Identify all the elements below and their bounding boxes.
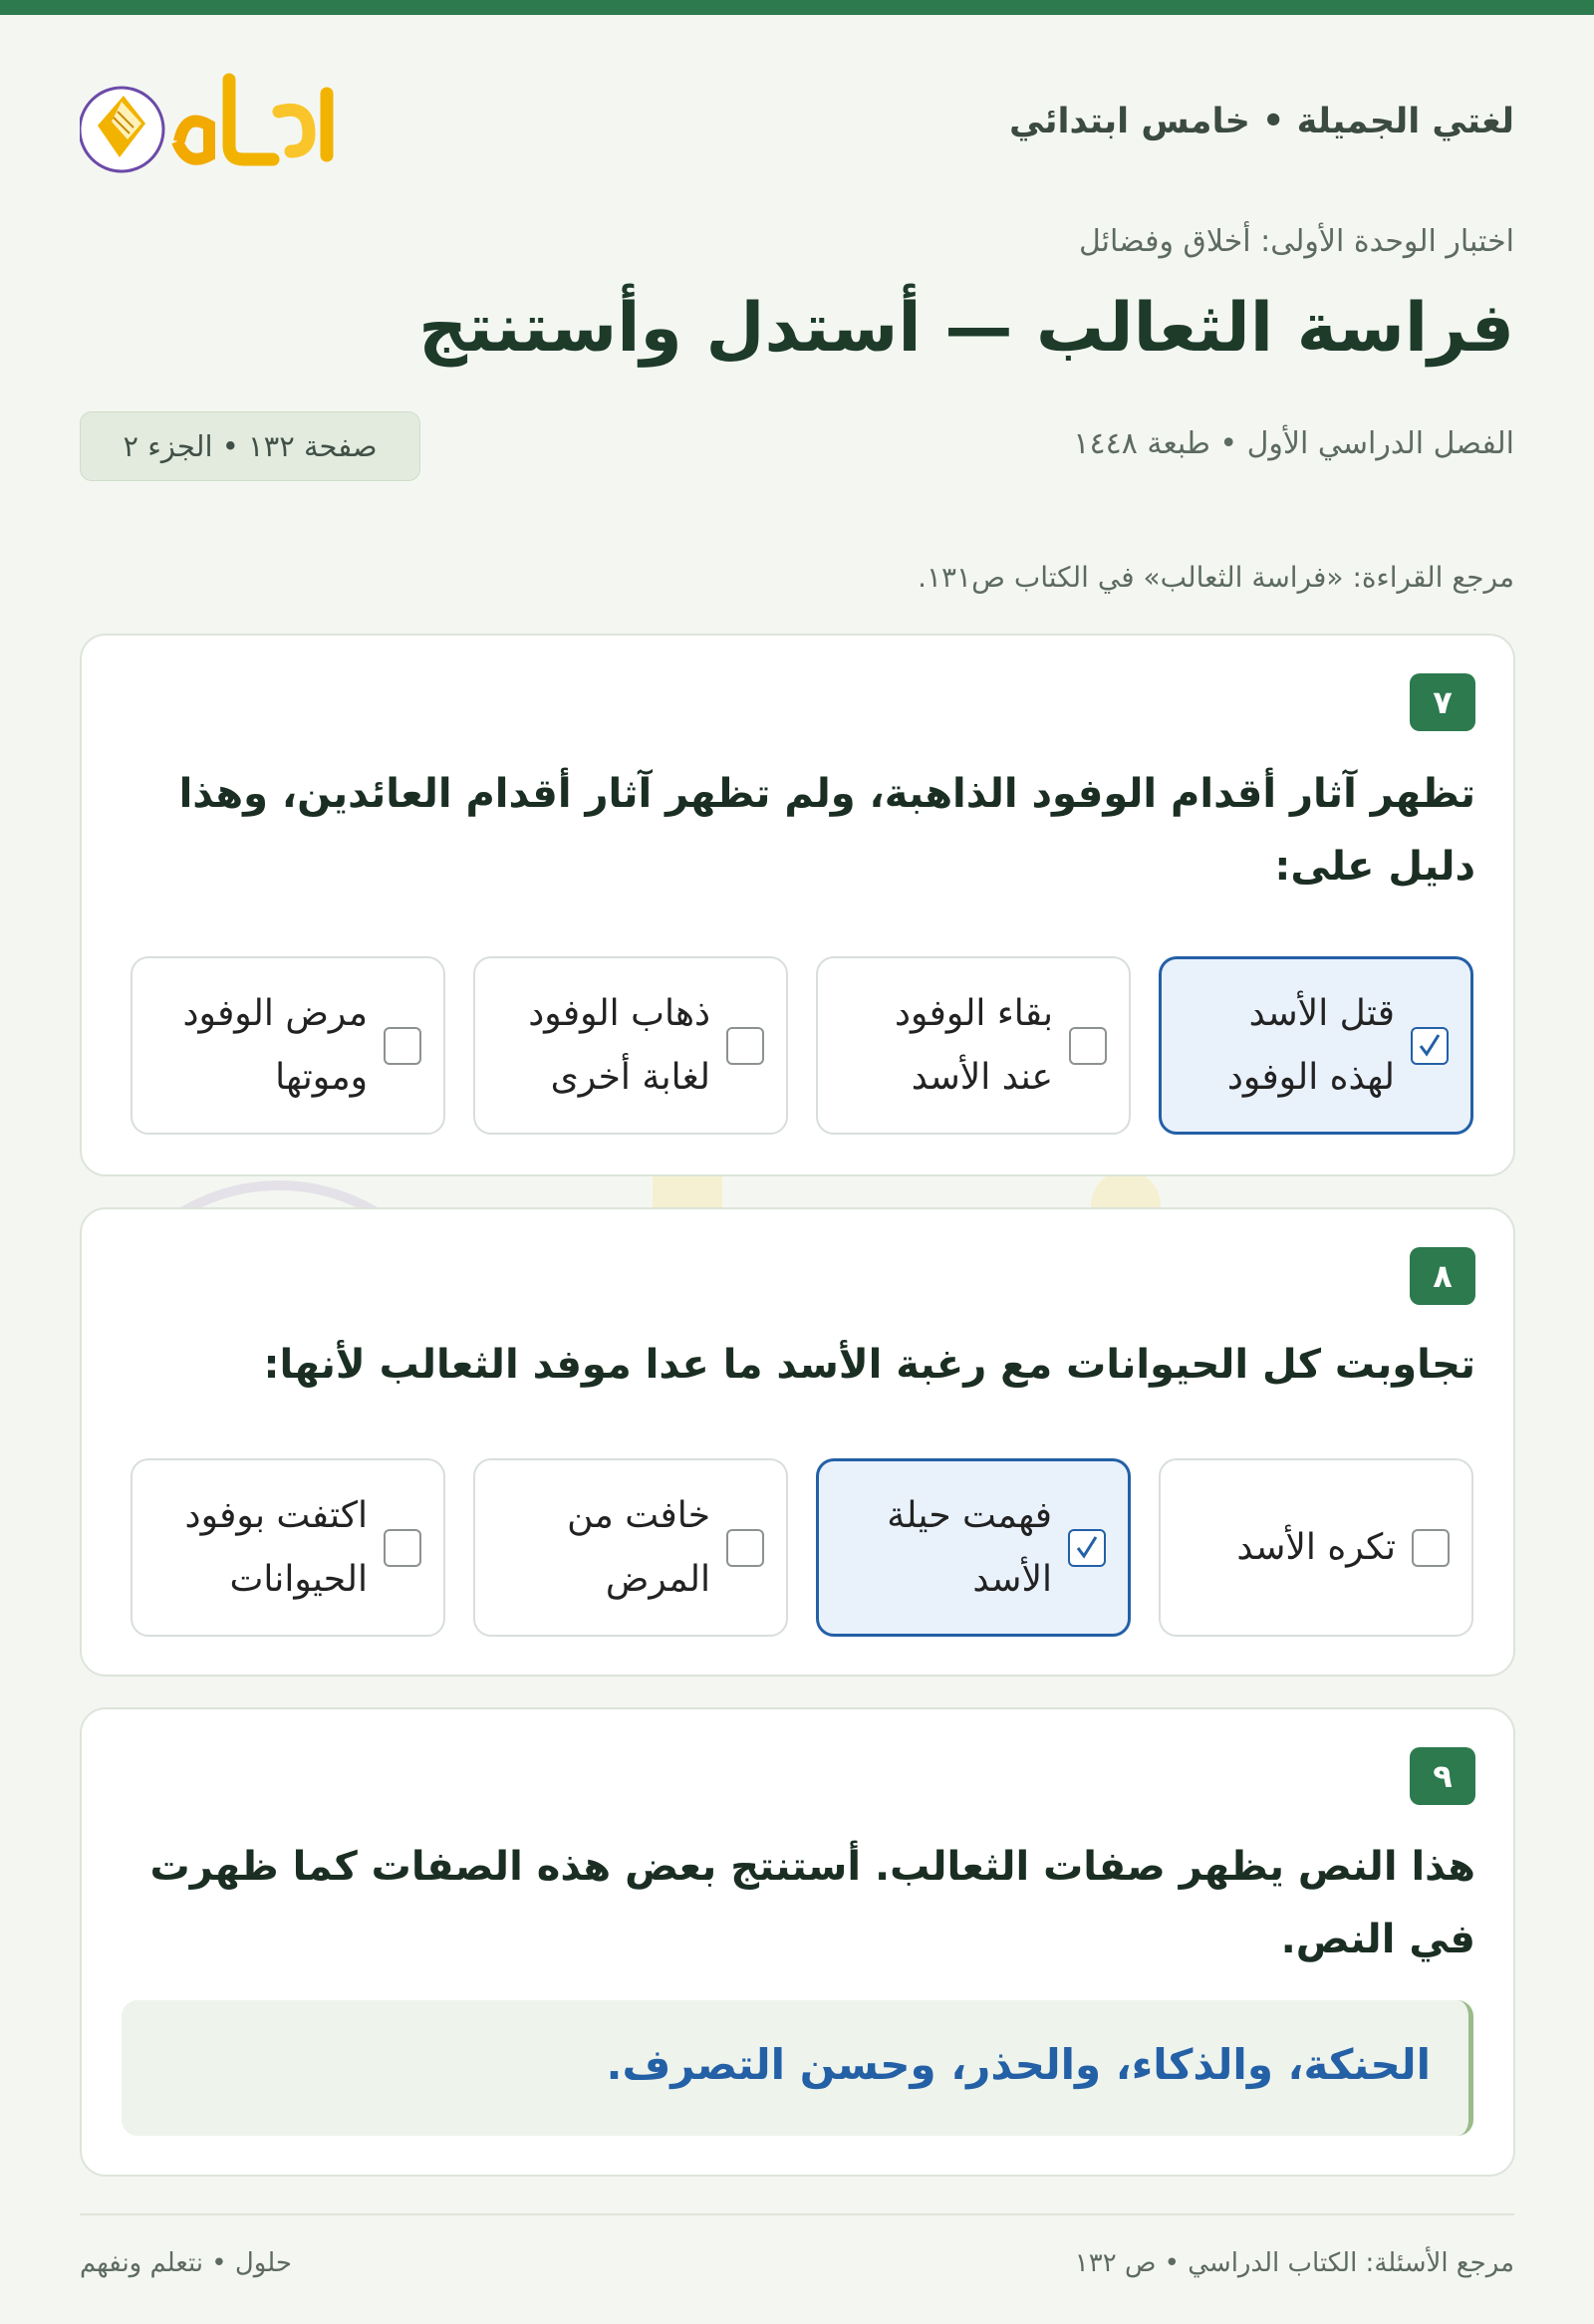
option-c[interactable]: [473, 956, 788, 1135]
option-c[interactable]: [473, 1458, 788, 1637]
page-badge: صفحة ١٣٢ • الجزء ٢: [80, 411, 420, 481]
option-label: مرض الوفود وموتها: [182, 992, 368, 1098]
options-row: [122, 956, 1473, 1139]
checkbox-checked[interactable]: [1068, 1529, 1106, 1567]
option-label: ذهاب الوفود لغابة أخرى: [528, 992, 710, 1098]
footer-brand: حلول • نتعلم ونفهم: [80, 2248, 292, 2278]
option-d[interactable]: [131, 1458, 445, 1637]
checkbox[interactable]: [1412, 1529, 1450, 1567]
checkbox[interactable]: [384, 1027, 421, 1065]
option-label: تكره الأسد: [1236, 1526, 1396, 1568]
option-label: اكتفت بوفود الحيوانات: [184, 1494, 368, 1600]
option-b[interactable]: [816, 956, 1131, 1135]
option-a[interactable]: [1159, 1458, 1473, 1637]
question-number: ٨: [1410, 1247, 1475, 1305]
option-label: فهمت حيلة الأسد: [887, 1494, 1052, 1600]
checkbox[interactable]: [1069, 1027, 1107, 1065]
checkbox[interactable]: [726, 1529, 764, 1567]
footer-divider: [80, 2213, 1514, 2215]
question-card-7: [80, 634, 1515, 1176]
question-text: هذا النص يظهر صفات الثعالب. أستنتج بعض هذه الصفات كما ظهرت في النص.: [149, 1844, 1475, 1962]
option-label: خافت من المرض: [567, 1494, 710, 1600]
checkbox[interactable]: [726, 1027, 764, 1065]
question-card-9: [80, 1707, 1515, 2177]
question-text: تجاوبت كل الحيوانات مع رغبة الأسد ما عدا موفد الثعالب لأنها:: [263, 1342, 1475, 1388]
option-a[interactable]: [1159, 956, 1473, 1135]
top-accent-bar: [0, 0, 1594, 15]
page-title: فراسة الثعالب — أستدل وأستنتج: [418, 289, 1514, 368]
question-text: تظهر آثار أقدام الوفود الذاهبة، ولم تظهر آثار أقدام العائدين، وهذا دليل على:: [178, 771, 1475, 890]
halool-logo: [80, 60, 369, 189]
option-b[interactable]: [816, 1458, 1131, 1637]
answer-text: الحنكة، والذكاء، والحذر، وحسن التصرف.: [606, 2040, 1431, 2089]
reading-reference: مرجع القراءة: «فراسة الثعالب» في الكتاب ص١٣١.: [918, 561, 1514, 594]
unit-subtitle: اختبار الوحدة الأولى: أخلاق وفضائل: [1078, 224, 1514, 259]
question-card-8: [80, 1207, 1515, 1677]
options-row: [122, 1458, 1473, 1641]
question-number: ٧: [1410, 673, 1475, 731]
option-d[interactable]: [131, 956, 445, 1135]
subject-grade-title: لغتي الجميلة • خامس ابتدائي: [1008, 102, 1514, 141]
answer-box: [122, 2000, 1473, 2136]
option-label: قتل الأسد لهذه الوفود: [1226, 992, 1395, 1098]
footer-source: مرجع الأسئلة: الكتاب الدراسي • ص ١٣٢: [1074, 2248, 1514, 2278]
checkbox[interactable]: [384, 1529, 421, 1567]
option-label: بقاء الوفود عند الأسد: [895, 992, 1053, 1098]
page-header: [80, 60, 1514, 189]
question-number: ٩: [1410, 1747, 1475, 1805]
semester-info: الفصل الدراسي الأول • طبعة ١٤٤٨: [1073, 426, 1514, 461]
checkbox-checked[interactable]: [1411, 1027, 1449, 1065]
